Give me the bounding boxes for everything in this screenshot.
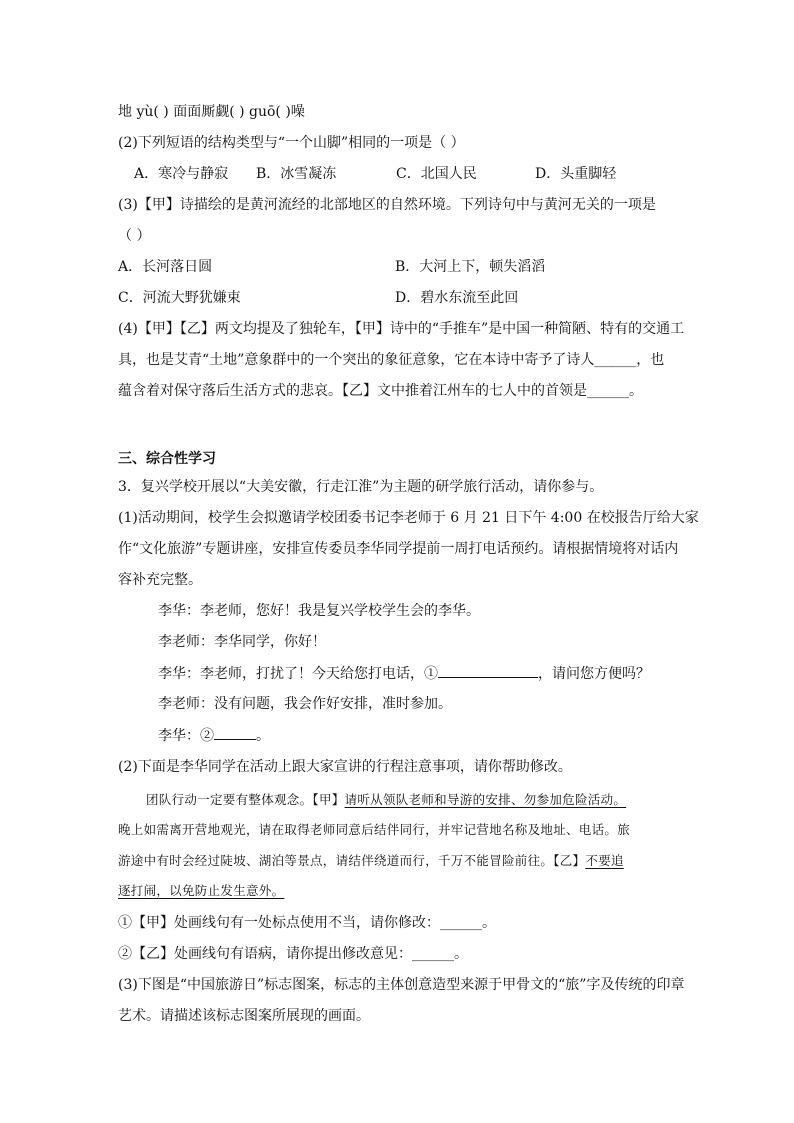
q3-stem-bracket: （ ）	[118, 228, 151, 244]
q3-option-c: C．河流大野犹嫌束	[118, 290, 241, 306]
dialog-line-1: 李华：李老师，您好！我是复兴学校学生会的李华。	[158, 603, 480, 619]
answer-blank-2[interactable]	[214, 725, 256, 740]
underlined-sentence-yi-end: 逐打闹，以免防止发生意外。	[118, 883, 285, 898]
passage-line-3-text: 游途中有时会经过陡坡、湖泊等景点，请结伴绕道而行，千万不能冒险前往。【乙】	[118, 853, 586, 868]
dialog-line-2: 李老师：李华同学，你好！	[158, 634, 326, 650]
dialog-line-3	[158, 663, 694, 684]
q3-option-d: D．碧水东流至此回	[395, 290, 519, 306]
dialog-line-3-text: 李华：李老师，打扰了！今天给您打电话，①	[158, 666, 438, 682]
dialog-line-5-end: 。	[256, 728, 270, 744]
dialog-line-5	[158, 725, 694, 746]
passage-line-1-text: 团队行动一定要有整体观念。【甲】	[146, 792, 345, 807]
s3-question-3: 3．复兴学校开展以“大美安徽，行走江淮”为主题的研学旅行活动，请你参与。	[118, 479, 604, 495]
s3-1-line-1: (1)活动期间，校学生会拟邀请学校团委书记李老师于 6 月 21 日下午 4:00 在校报告厅给大家	[118, 510, 699, 526]
section-3-title: 三、综合性学习	[118, 451, 216, 467]
dialog-line-3-end: ，请问您方便吗？	[538, 666, 650, 682]
q2-option-d: D．头重脚轻	[535, 166, 617, 182]
passage-line-2: 晚上如需离开营地观光，请在取得老师同意后结伴同行，并牢记营地名称及地址、电话。旅	[118, 822, 631, 837]
dialog-line-4: 李老师：没有问题，我会作好安排，准时参加。	[158, 696, 452, 712]
q4-line-1: (4)【甲】【乙】两文均提及了独轮车，【甲】诗中的“手推车”是中国一种简陋、特有的交通工	[118, 321, 685, 337]
q4-line-3: 蕴含着对保守落后生活方式的悲哀。【乙】文中推着江州车的七人中的首领是______。	[118, 383, 643, 399]
q2-option-c: C．北国人民	[396, 166, 477, 182]
s3-3-line-1: (3)下图是“中国旅游日”标志图案，标志的主体创意造型来源于甲骨文的“旅”字及传统的印章	[118, 977, 685, 993]
q3-stem: (3)【甲】诗描绘的是黄河流经的北部地区的自然环境。下列诗句中与黄河无关的一项是	[118, 197, 656, 213]
q2-option-a: A．寒冷与静寂	[134, 166, 229, 182]
s3-2-question-1: ①【甲】处画线句有一处标点使用不当，请你修改：______。	[118, 915, 496, 931]
dialog-line-5-text: 李华：②	[158, 728, 214, 744]
underlined-sentence-jia: 请听从领队老师和导游的安排、勿参加危险活动。	[344, 792, 627, 807]
passage-line-4	[118, 881, 694, 901]
q2-stem: (2)下列短语的结构类型与“一个山脚”相同的一项是（ ）	[118, 135, 465, 151]
s3-2-question-2: ②【乙】处画线句有语病，请你提出修改意见：______。	[118, 946, 468, 962]
passage-line-3	[118, 851, 694, 871]
underlined-sentence-yi-start: 不要追	[585, 853, 624, 868]
passage-line-1	[146, 790, 694, 810]
s3-2-stem: (2)下面是李华同学在活动上跟大家宣讲的行程注意事项，请你帮助修改。	[118, 759, 572, 775]
q4-line-2: 具，也是艾青“土地”意象群中的一个突出的象征意象，它在本诗中寄予了诗人______，也	[118, 352, 665, 368]
s3-1-line-2: 作“文化旅游”专题讲座，安排宣传委员李华同学提前一周打电话预约。请根据情境将对话内	[118, 541, 679, 557]
q1-pinyin-line: 地 yù( ) 面面厮觑( ) guō( )噪	[118, 104, 305, 120]
s3-1-line-3: 容补充完整。	[118, 572, 202, 588]
answer-blank-1[interactable]	[438, 663, 538, 678]
s3-3-line-2: 艺术。请描述该标志图案所展现的画面。	[118, 1008, 370, 1024]
q3-option-b: B．大河上下，顿失滔滔	[395, 259, 546, 275]
q3-option-a: A．长河落日圆	[118, 259, 213, 275]
q2-option-b: B．冰雪凝冻	[256, 166, 337, 182]
